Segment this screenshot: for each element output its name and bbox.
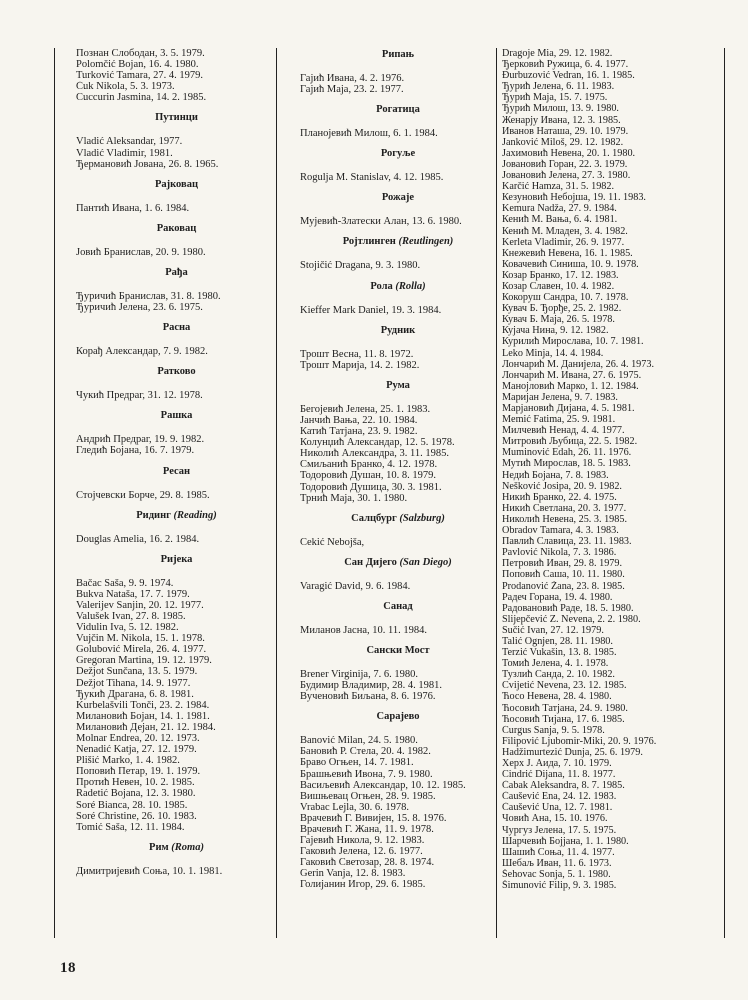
name-entry: Gregoran Martina, 19. 12. 1979. — [76, 655, 212, 667]
name-entry: Јовановић Јелена, 27. 3. 1980. — [502, 170, 631, 182]
name-entry: Varagić David, 9. 6. 1984. — [300, 580, 411, 592]
name-entry: Soré Bianca, 28. 10. 1985. — [76, 799, 188, 811]
name-entry: Шебаљ Иван, 11. 6. 1973. — [502, 857, 612, 869]
name-list — [288, 305, 508, 316]
name-entry: Јовић Бранислав, 20. 9. 1980. — [76, 246, 206, 258]
name-entry: Трнић Маја, 30. 1. 1980. — [300, 492, 408, 504]
place-name-latin: (Roma) — [171, 841, 204, 853]
place-name: Рашка — [160, 410, 193, 422]
name-entry: Dragoje Mia, 29. 12. 1982. — [502, 48, 613, 59]
place-section — [64, 553, 289, 833]
place-section — [64, 178, 289, 214]
place-name-latin: (Reading) — [173, 509, 217, 521]
name-entry: Čaušević Una, 12. 7. 1981. — [502, 802, 613, 814]
name-entry: Ћосовић Тијана, 17. 6. 1985. — [502, 713, 625, 725]
name-entry: Vladić Aleksandar, 1977. — [76, 136, 183, 148]
name-entry: Rogulja M. Stanislav, 4. 12. 1985. — [300, 172, 444, 184]
name-entry: Memić Fatima, 25. 9. 1981. — [502, 414, 616, 426]
name-entry: Бегојевић Јелена, 25. 1. 1983. — [300, 403, 431, 415]
place-section — [288, 280, 508, 316]
name-list — [288, 260, 508, 271]
name-entry: Кнежевић Невена, 16. 1. 1985. — [502, 247, 633, 259]
name-entry: Лончарић М. Данијела, 26. 4. 1973. — [502, 358, 655, 370]
name-entry: Đurbuzović Vedran, 16. 1. 1985. — [502, 70, 635, 82]
name-entry: Banović Milan, 24. 5. 1980. — [300, 735, 418, 747]
place-name: Расна — [162, 322, 191, 334]
place-name: Рипањ — [381, 49, 415, 60]
place-heading — [64, 509, 289, 523]
place-section — [288, 48, 508, 95]
name-entry: Ћосо Невена, 28. 4. 1980. — [502, 691, 612, 703]
name-entry: Кујача Нина, 9. 12. 1982. — [502, 325, 609, 337]
place-name-latin: (Rolla) — [395, 280, 426, 292]
name-entry: Смиљанић Бранко, 4. 12. 1978. — [300, 459, 438, 471]
place-heading — [64, 365, 289, 379]
name-entry: Cuccurin Jasmina, 14. 2. 1985. — [76, 92, 207, 104]
name-entry: Гајић Маја, 23. 2. 1977. — [300, 84, 404, 96]
place-name: Ратково — [157, 366, 196, 378]
name-entry: Јанчић Вања, 22. 10. 1984. — [300, 414, 418, 426]
name-entry: Тодоровић Душан, 10. 8. 1979. — [300, 470, 437, 482]
column-3 — [502, 48, 728, 899]
name-entry: Bukva Nataša, 17. 7. 1979. — [76, 588, 190, 600]
name-entry: Ћосовић Татјана, 24. 9. 1980. — [502, 702, 628, 714]
place-section — [64, 111, 289, 169]
name-entry: Kemura Nadža, 27. 9. 1984. — [502, 203, 617, 215]
name-entry: Kerleta Vladimir, 26. 9. 1977. — [502, 236, 625, 248]
name-entry: Brener Virginija, 7. 6. 1980. — [300, 668, 418, 680]
name-entry: Катић Татјана, 23. 9. 1982. — [300, 426, 418, 438]
name-list — [64, 434, 289, 456]
name-entry: Šehovac Sonja, 5. 1. 1980. — [502, 868, 611, 880]
place-section — [502, 48, 728, 891]
place-section — [288, 191, 508, 227]
name-entry: Гаковић Светозар, 28. 8. 1974. — [300, 857, 435, 869]
place-heading — [288, 235, 508, 249]
place-heading — [64, 553, 289, 567]
name-entry: Vladić Vladimir, 1981. — [76, 147, 173, 159]
place-name: Ројтлинген — [342, 236, 396, 248]
name-entry: Човић Ана, 15. 10. 1976. — [502, 813, 608, 825]
name-entry: Ђуричић Јелена, 23. 6. 1975. — [76, 302, 203, 314]
place-heading — [288, 600, 508, 614]
name-entry: Gerin Vanja, 12. 8. 1983. — [300, 868, 406, 880]
name-entry: Протић Невен, 10. 2. 1985. — [76, 777, 195, 789]
place-section — [64, 841, 289, 877]
place-section — [288, 556, 508, 592]
name-list — [288, 537, 508, 548]
place-heading — [288, 710, 508, 724]
place-name-latin: (San Diego) — [399, 556, 452, 568]
name-entry: Ђурић Милош, 13. 9. 1980. — [502, 103, 619, 115]
name-entry: Мујевић-Златески Алан, 13. 6. 1980. — [300, 216, 462, 228]
place-heading — [288, 147, 508, 161]
name-entry: Leko Minja, 14. 4. 1984. — [502, 347, 604, 359]
name-entry: Karčić Hamza, 31. 5. 1982. — [502, 181, 615, 193]
name-entry: Јахимовић Невена, 20. 1. 1980. — [502, 147, 636, 159]
directory-page — [52, 48, 728, 938]
name-entry: Кокоруш Сандра, 10. 7. 1978. — [502, 292, 629, 304]
name-entry: Muminović Edah, 26. 11. 1976. — [502, 447, 632, 459]
place-name: Рогуље — [380, 148, 416, 160]
name-entry: Тодоровић Душица, 30. 3. 1981. — [300, 481, 442, 493]
name-list — [64, 534, 289, 545]
name-entry: Недић Бојана, 7. 8. 1983. — [502, 469, 609, 481]
name-entry: Cekić Nebojša, — [300, 536, 365, 548]
name-entry: Ђурић Маја, 15. 7. 1975. — [502, 92, 608, 104]
name-entry: Кувач Б. Маја, 26. 5. 1978. — [502, 314, 615, 326]
place-name: Рудник — [380, 324, 416, 336]
name-entry: Гледић Бојана, 16. 7. 1979. — [76, 445, 195, 457]
name-entry: Шашић Соња, 11. 4. 1977. — [502, 846, 615, 858]
name-entry: Čuk Nikola, 5. 3. 1973. — [76, 81, 175, 93]
place-name: Путинци — [155, 112, 198, 124]
name-entry: Петровић Иван, 29. 8. 1979. — [502, 558, 623, 570]
name-list — [288, 73, 508, 95]
name-entry: Димитријевић Соња, 10. 1. 1981. — [76, 865, 223, 877]
name-entry: Вученовић Биљана, 8. 6. 1976. — [300, 691, 436, 703]
name-entry: Turković Tamara, 27. 4. 1979. — [76, 70, 204, 82]
name-entry: Врачевић Г. Жана, 11. 9. 1978. — [300, 824, 434, 835]
name-list — [502, 48, 728, 891]
place-name: Санад — [383, 600, 413, 612]
name-entry: Никић Бранко, 22. 4. 1975. — [502, 491, 617, 503]
name-entry: Васиљевић Александар, 10. 12. 1985. — [300, 779, 466, 791]
name-entry: Манојловић Марко, 1. 12. 1984. — [502, 380, 639, 392]
name-entry: Трошт Марија, 14. 2. 1982. — [300, 359, 420, 371]
name-list — [64, 390, 289, 401]
place-heading — [64, 409, 289, 423]
place-section — [64, 365, 289, 401]
name-entry: Милановић Бојан, 14. 1. 1981. — [76, 710, 210, 722]
name-entry: Јовановић Горан, 22. 3. 1979. — [502, 158, 628, 170]
place-heading — [64, 222, 289, 236]
name-entry: Козар Бранко, 17. 12. 1983. — [502, 269, 619, 281]
place-name-latin: (Salzburg) — [399, 512, 445, 524]
place-section — [288, 103, 508, 139]
name-list — [288, 404, 508, 504]
place-name: Сански Мост — [366, 644, 430, 656]
name-entry: Чургуз Јелена, 17. 5. 1975. — [502, 824, 617, 836]
name-entry: Talić Ognjen, 28. 11. 1980. — [502, 635, 613, 647]
place-section — [64, 509, 289, 545]
name-entry: Гајевић Никола, 9. 12. 1983. — [300, 835, 425, 847]
name-entry: Милановић Дејан, 21. 12. 1984. — [76, 721, 216, 733]
name-entry: Filipović Ljubomir-Miki, 20. 9. 1976. — [502, 735, 657, 747]
name-entry: Cvijetić Nevena, 23. 12. 1985. — [502, 680, 627, 692]
name-entry: Гаковић Јелена, 12. 6. 1977. — [300, 846, 423, 858]
name-entry: Кувач Б. Ђорђе, 25. 2. 1982. — [502, 303, 622, 315]
name-entry: Лончарић М. Ивана, 27. 6. 1975. — [502, 369, 642, 381]
place-section — [288, 600, 508, 636]
name-entry: Soré Christine, 26. 10. 1983. — [76, 810, 197, 822]
place-section — [288, 324, 508, 371]
name-entry: Tomić Saša, 12. 11. 1984. — [76, 821, 185, 833]
place-name: Рума — [386, 379, 410, 391]
place-heading — [64, 266, 289, 280]
name-entry: Kurbelašvili Tonči, 23. 2. 1984. — [76, 699, 210, 711]
name-entry: Radetić Bojana, 12. 3. 1980. — [76, 788, 196, 800]
place-heading — [64, 178, 289, 192]
name-list — [64, 203, 289, 214]
name-entry: Valušek Ivan, 27. 8. 1985. — [76, 610, 186, 622]
place-section — [64, 266, 289, 313]
place-section — [64, 48, 289, 103]
name-entry: Кенић М. Вања, 6. 4. 1981. — [502, 214, 618, 226]
name-entry: Vidulin Iva, 5. 12. 1982. — [76, 622, 179, 634]
place-heading — [288, 324, 508, 338]
name-entry: Марјановић Дијана, 4. 5. 1981. — [502, 403, 635, 414]
name-entry: Ковачевић Синиша, 10. 9. 1978. — [502, 258, 639, 270]
name-entry: Cindrić Dijana, 11. 8. 1977. — [502, 769, 616, 781]
name-entry: Čabak Aleksandra, 8. 7. 1985. — [502, 780, 625, 792]
place-name: Салцбург — [351, 512, 397, 524]
place-name: Рогатица — [376, 104, 420, 116]
place-name: Рајковац — [154, 178, 199, 190]
name-entry: Павлић Славица, 23. 11. 1983. — [502, 536, 632, 548]
name-entry: Мутић Мирослав, 18. 5. 1983. — [502, 458, 631, 470]
column-2 — [288, 48, 508, 899]
name-entry: Ђермановић Јована, 26. 8. 1965. — [76, 158, 219, 170]
name-entry: Nešković Josipa, 20. 9. 1982. — [502, 480, 622, 492]
place-heading — [288, 280, 508, 294]
name-entry: Terzić Vukašin, 13. 8. 1985. — [502, 647, 617, 659]
place-heading — [64, 841, 289, 855]
name-entry: Херх Ј. Аида, 7. 10. 1979. — [502, 758, 612, 769]
name-entry: Molnar Endrea, 20. 12. 1973. — [76, 733, 200, 744]
name-entry: Бановић Р. Стела, 20. 4. 1982. — [300, 746, 431, 758]
name-entry: Stojičić Dragana, 9. 3. 1980. — [300, 260, 421, 272]
place-name: Рим — [149, 841, 169, 853]
place-heading — [288, 379, 508, 393]
name-entry: Браво Огњен, 14. 7. 1981. — [300, 757, 414, 769]
name-entry: Поповић Саша, 10. 11. 1980. — [502, 569, 625, 581]
name-list — [64, 346, 289, 357]
name-entry: Prodanović Žana, 23. 8. 1985. — [502, 580, 625, 592]
place-heading — [288, 556, 508, 570]
name-list — [64, 866, 289, 877]
name-list — [288, 128, 508, 139]
name-entry: Познан Слободан, 3. 5. 1979. — [76, 48, 205, 59]
name-entry: Трошт Весна, 11. 8. 1972. — [300, 348, 414, 360]
name-list — [64, 490, 289, 501]
name-entry: Vrabac Lejla, 30. 6. 1978. — [300, 801, 409, 813]
name-entry: Николић Невена, 25. 3. 1985. — [502, 513, 627, 525]
name-entry: Douglas Amelia, 16. 2. 1984. — [76, 533, 200, 545]
name-list — [64, 291, 289, 313]
name-entry: Колунџић Александар, 12. 5. 1978. — [300, 437, 455, 449]
name-entry: Никић Светлана, 20. 3. 1977. — [502, 502, 627, 514]
name-entry: Корађ Александар, 7. 9. 1982. — [76, 346, 208, 358]
name-entry: Кенић М. Младен, 3. 4. 1982. — [502, 225, 628, 237]
name-entry: Милчевић Ненад, 4. 4. 1977. — [502, 425, 625, 437]
name-entry: Голијанин Игор, 29. 6. 1985. — [300, 879, 426, 891]
name-entry: Janković Miloš, 29. 12. 1982. — [502, 136, 624, 148]
name-entry: Ђерковић Ружица, 6. 4. 1977. — [502, 59, 629, 71]
place-section — [288, 147, 508, 183]
name-entry: Женарју Ивана, 12. 3. 1985. — [502, 114, 621, 126]
name-list — [288, 625, 508, 636]
name-list — [64, 578, 289, 833]
name-entry: Врачевић Г. Вивијен, 15. 8. 1976. — [300, 812, 447, 824]
place-section — [64, 222, 289, 258]
name-entry: Чукић Предраг, 31. 12. 1978. — [76, 390, 203, 402]
name-list — [288, 669, 508, 702]
name-list — [288, 172, 508, 183]
name-entry: Гајић Ивана, 4. 2. 1976. — [300, 73, 405, 84]
place-heading — [288, 512, 508, 526]
place-name-latin: (Reutlingen) — [398, 236, 454, 248]
name-entry: Николић Александра, 3. 11. 1985. — [300, 448, 449, 460]
name-entry: Slijepčević Z. Nevena, 2. 2. 1980. — [502, 613, 641, 625]
name-entry: Стојчевски Борче, 29. 8. 1985. — [76, 489, 210, 501]
place-section — [288, 512, 508, 548]
place-name: Рожаје — [381, 192, 415, 204]
name-entry: Вишњевац Огњен, 28. 9. 1985. — [300, 790, 436, 802]
place-heading — [64, 321, 289, 335]
name-entry: Маријан Јелена, 9. 7. 1983. — [502, 391, 618, 403]
name-entry: Bačac Saša, 9. 9. 1974. — [76, 577, 174, 589]
place-name: Рола — [370, 280, 393, 292]
place-heading — [64, 111, 289, 125]
name-entry: Ćurgus Sanja, 9. 5. 1978. — [502, 724, 605, 736]
name-list — [64, 136, 289, 169]
place-heading — [64, 465, 289, 479]
name-entry: Dežjot Sunčana, 13. 5. 1979. — [76, 666, 198, 678]
name-entry: Тузлић Санда, 2. 10. 1982. — [502, 669, 615, 681]
place-section — [288, 710, 508, 890]
place-section — [288, 235, 508, 271]
name-entry: Polomčić Bojan, 16. 4. 1980. — [76, 59, 199, 71]
name-entry: Шарчевић Бојјана, 1. 1. 1980. — [502, 835, 629, 847]
name-entry: Ђукић Драгана, 6. 8. 1981. — [76, 688, 194, 700]
place-heading — [288, 48, 508, 62]
name-entry: Миланов Јасна, 10. 11. 1984. — [300, 624, 427, 636]
name-entry: Митровић Љубица, 22. 5. 1982. — [502, 436, 638, 448]
name-entry: Радеч Горана, 19. 4. 1980. — [502, 591, 613, 603]
place-heading — [288, 191, 508, 205]
name-entry: Брашњевић Ивона, 7. 9. 1980. — [300, 768, 433, 780]
left-border-rule — [54, 48, 55, 938]
name-entry: Козар Славен, 10. 4. 1982. — [502, 280, 615, 292]
name-list — [288, 216, 508, 227]
name-entry: Sučić Ivan, 27. 12. 1979. — [502, 624, 604, 636]
name-entry: Pavlović Nikola, 7. 3. 1986. — [502, 547, 617, 559]
name-entry: Vujčin M. Nikola, 15. 1. 1978. — [76, 633, 205, 645]
place-section — [64, 321, 289, 357]
place-name: Сан Дијего — [344, 556, 397, 568]
place-name: Ријека — [160, 553, 193, 565]
name-list — [64, 48, 289, 103]
place-section — [64, 409, 289, 456]
name-entry: Андрић Предраг, 19. 9. 1982. — [76, 434, 205, 446]
name-entry: Obradov Tamara, 4. 3. 1983. — [502, 525, 619, 537]
name-entry: Будимир Владимир, 28. 4. 1981. — [300, 680, 442, 692]
name-entry: Šimunović Filip, 9. 3. 1985. — [502, 880, 617, 892]
place-section — [64, 465, 289, 501]
name-entry: Valerijev Sanjin, 20. 12. 1977. — [76, 599, 204, 611]
name-entry: Ђуричић Бранислав, 31. 8. 1980. — [76, 290, 221, 302]
name-entry: Čaušević Ena, 24. 12. 1983. — [502, 791, 617, 803]
place-name: Ридинг — [136, 509, 171, 521]
place-heading — [288, 644, 508, 658]
place-name: Рађа — [165, 266, 188, 278]
name-entry: Kieffer Mark Daniel, 19. 3. 1984. — [300, 304, 442, 316]
name-entry: Golubović Mirela, 26. 4. 1977. — [76, 644, 207, 656]
name-entry: Поповић Петар, 19. 1. 1979. — [76, 766, 201, 778]
name-list — [288, 735, 508, 890]
name-entry: Пантић Ивана, 1. 6. 1984. — [76, 202, 190, 214]
name-entry: Курилић Мирослава, 10. 7. 1981. — [502, 336, 644, 348]
name-entry: Plišić Marko, 1. 4. 1982. — [76, 755, 180, 767]
name-entry: Кезуновић Небојша, 19. 11. 1983. — [502, 192, 646, 204]
name-entry: Hadžimurtezić Dunja, 25. 6. 1979. — [502, 746, 643, 758]
place-heading — [288, 103, 508, 117]
name-entry: Dežjot Tihana, 14. 9. 1977. — [76, 677, 191, 689]
place-name: Сарајево — [376, 711, 420, 723]
name-entry: Ђурић Јелена, 6. 11. 1983. — [502, 81, 615, 93]
column-1 — [64, 48, 289, 885]
place-section — [288, 644, 508, 702]
name-list — [288, 581, 508, 592]
place-section — [288, 379, 508, 504]
page-number: 18 — [60, 960, 76, 976]
name-entry: Радовановић Раде, 18. 5. 1980. — [502, 602, 634, 614]
name-list — [64, 247, 289, 258]
name-list — [288, 349, 508, 371]
place-name: Раковац — [156, 222, 197, 234]
name-entry: Томић Јелена, 4. 1. 1978. — [502, 658, 609, 670]
name-entry: Nenadić Katja, 27. 12. 1979. — [76, 744, 197, 756]
place-name: Ресан — [162, 465, 191, 477]
name-entry: Планојевић Милош, 6. 1. 1984. — [300, 128, 438, 140]
name-entry: Иванов Наташа, 29. 10. 1979. — [502, 125, 629, 137]
